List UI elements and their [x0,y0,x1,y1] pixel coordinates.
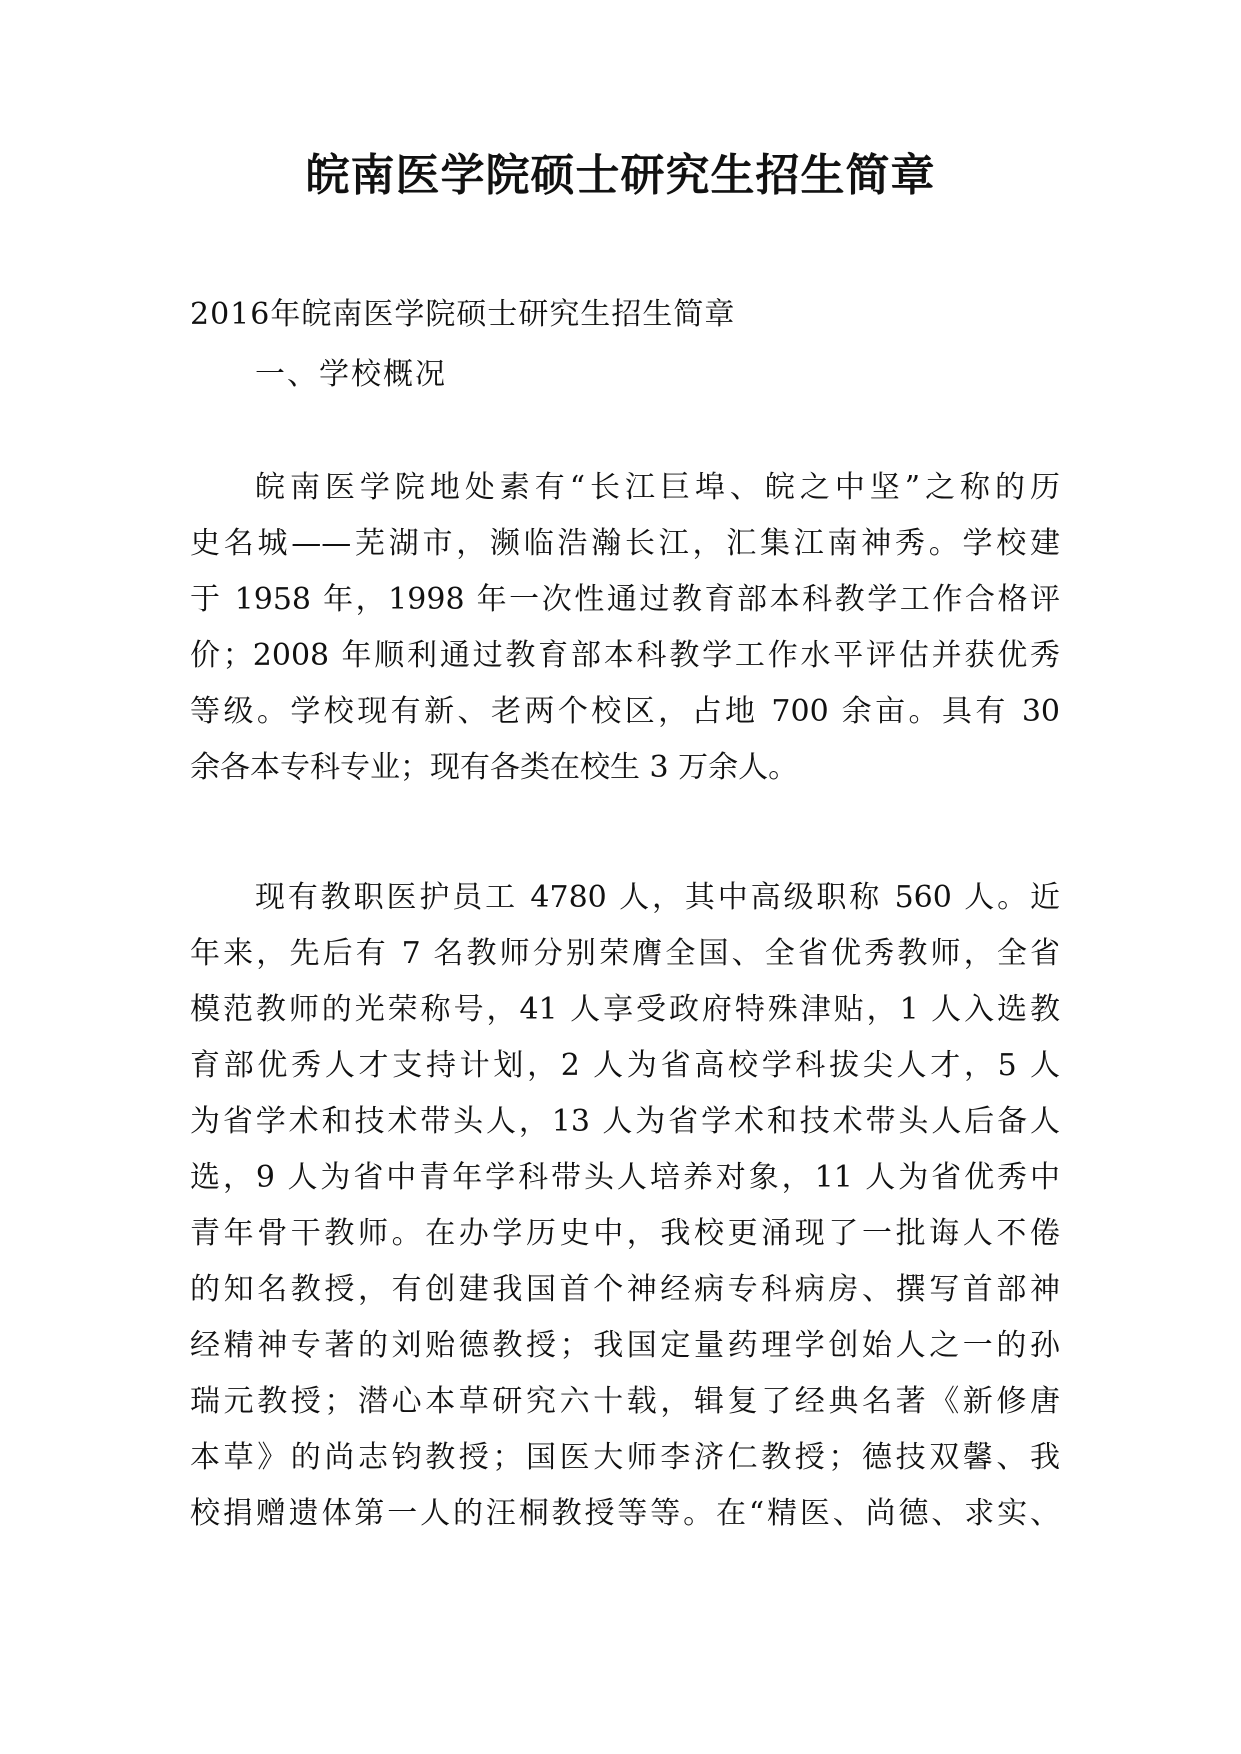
paragraph-faculty [190,870,1060,1542]
paragraph-line: 选，9 人为省中青年学科带头人培养对象，11 人为省优秀中 [190,1160,1060,1195]
document-subtitle: 2016年皖南医学院硕士研究生招生简章 [190,297,736,332]
paragraph-line: 余各本专科专业；现有各类在校生 3 万余人。 [190,750,799,785]
paragraph-line: 史名城——芜湖市，濒临浩瀚长江，汇集江南神秀。学校建 [190,526,1060,561]
paragraph-line: 现有教职医护员工 4780 人，其中高级职称 560 人。近 [255,880,1060,915]
paragraph-line: 经精神专著的刘贻德教授；我国定量药理学创始人之一的孙 [190,1328,1060,1363]
paragraph-line: 价；2008 年顺利通过教育部本科教学工作水平评估并获优秀 [190,638,1060,673]
paragraph-line: 为省学术和技术带头人，13 人为省学术和技术带头人后备人 [190,1104,1060,1139]
paragraph-line: 等级。学校现有新、老两个校区，占地 700 余亩。具有 30 [190,694,1060,729]
paragraph-line: 校捐赠遗体第一人的汪桐教授等等。在“精医、尚德、求实、 [190,1496,1060,1531]
paragraph-line: 皖南医学院地处素有“长江巨埠、皖之中坚”之称的历 [255,470,1060,505]
paragraph-line: 青年骨干教师。在办学历史中，我校更涌现了一批诲人不倦 [190,1216,1060,1251]
paragraph-line: 本草》的尚志钧教授；国医大师李济仁教授；德技双馨、我 [190,1440,1060,1475]
paragraph-school-overview [190,460,1060,796]
paragraph-line: 育部优秀人才支持计划，2 人为省高校学科拔尖人才，5 人 [190,1048,1060,1083]
paragraph-line: 年来，先后有 7 名教师分别荣膺全国、全省优秀教师，全省 [190,936,1060,971]
document-title: 皖南医学院硕士研究生招生简章 [305,150,936,201]
section-heading: 一、学校概况 [255,357,447,392]
paragraph-line: 的知名教授，有创建我国首个神经病专科病房、撰写首部神 [190,1272,1060,1307]
paragraph-line: 瑞元教授；潜心本草研究六十载，辑复了经典名著《新修唐 [190,1384,1060,1419]
paragraph-line: 于 1958 年，1998 年一次性通过教育部本科教学工作合格评 [190,582,1060,617]
paragraph-line: 模范教师的光荣称号，41 人享受政府特殊津贴，1 人入选教 [190,992,1060,1027]
